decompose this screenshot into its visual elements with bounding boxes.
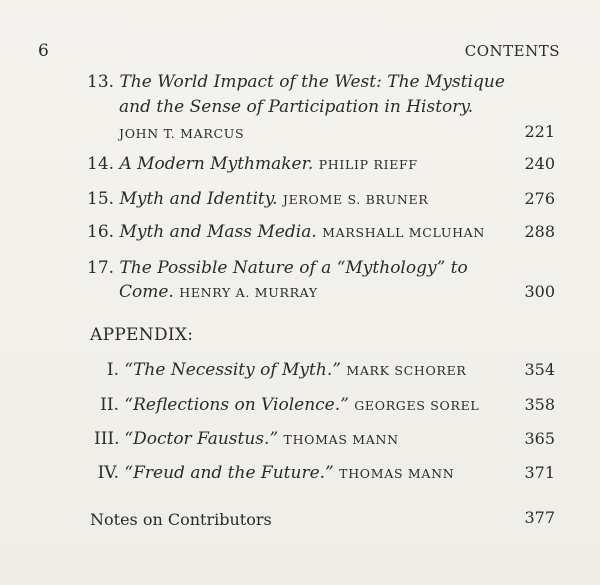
entry-page: 221 (524, 122, 555, 141)
appendix-title: “Reflections on Violence.” (124, 395, 349, 415)
entry-number: 16. (87, 222, 115, 242)
entry-title: and the Sense of Participation in History. (119, 97, 474, 117)
page-number: 6 (38, 41, 49, 61)
appendix-title: “Doctor Faustus.” (124, 429, 279, 449)
toc-entry-15 (87, 189, 428, 209)
appendix-numeral: I. (106, 360, 119, 380)
toc-entry-13-line2 (119, 97, 473, 117)
notes-page: 377 (524, 508, 555, 527)
entry-author: JOHN T. MARCUS (119, 126, 245, 141)
appendix-item-3 (94, 429, 399, 449)
appendix-author: THOMAS MANN (339, 466, 455, 481)
appendix-page: 354 (524, 360, 555, 379)
toc-entry-13-line3 (119, 123, 244, 143)
entry-page: 300 (524, 282, 555, 301)
entry-title: A Modern Mythmaker. (119, 154, 314, 174)
entry-page: 240 (524, 154, 555, 173)
appendix-numeral: II. (100, 395, 119, 415)
appendix-numeral: IV. (97, 463, 119, 483)
entry-title: Myth and Identity. (119, 189, 278, 209)
entry-page: 288 (524, 222, 555, 241)
appendix-author: THOMAS MANN (283, 432, 399, 447)
toc-entry-16 (87, 222, 485, 242)
entry-author: HENRY A. MURRAY (179, 285, 318, 300)
entry-title: Myth and Mass Media. (119, 222, 317, 242)
entry-author: PHILIP RIEFF (318, 157, 418, 172)
appendix-title: “The Necessity of Myth.” (124, 360, 341, 380)
appendix-page: 358 (524, 395, 555, 414)
entry-number: 17. (87, 258, 115, 278)
entry-title: The World Impact of the West: The Mystique (119, 72, 505, 92)
toc-entry-14 (87, 154, 418, 174)
running-head: CONTENTS (464, 42, 560, 60)
entry-number: 15. (87, 189, 115, 209)
entry-title: Come. (119, 282, 174, 302)
notes-on-contributors: Notes on Contributors (90, 510, 272, 529)
toc-entry-13-line1 (87, 72, 505, 92)
appendix-heading: APPENDIX: (90, 325, 194, 345)
entry-author: MARSHALL MCLUHAN (322, 225, 486, 240)
appendix-item-4 (94, 463, 454, 483)
appendix-item-1 (94, 360, 467, 380)
toc-entry-17-line1 (87, 258, 468, 278)
appendix-item-2 (94, 395, 479, 415)
appendix-page: 365 (524, 429, 555, 448)
appendix-author: MARK SCHORER (346, 363, 467, 378)
entry-author: JEROME S. BRUNER (282, 192, 429, 207)
entry-page: 276 (524, 189, 555, 208)
appendix-author: GEORGES SOREL (354, 398, 480, 413)
appendix-title: “Freud and the Future.” (124, 463, 334, 483)
entry-number: 13. (87, 72, 115, 92)
entry-number: 14. (87, 154, 115, 174)
appendix-numeral: III. (94, 429, 120, 449)
appendix-page: 371 (524, 463, 555, 482)
entry-title: The Possible Nature of a “Mythology” to (119, 258, 468, 278)
toc-entry-17-line2 (119, 282, 318, 302)
